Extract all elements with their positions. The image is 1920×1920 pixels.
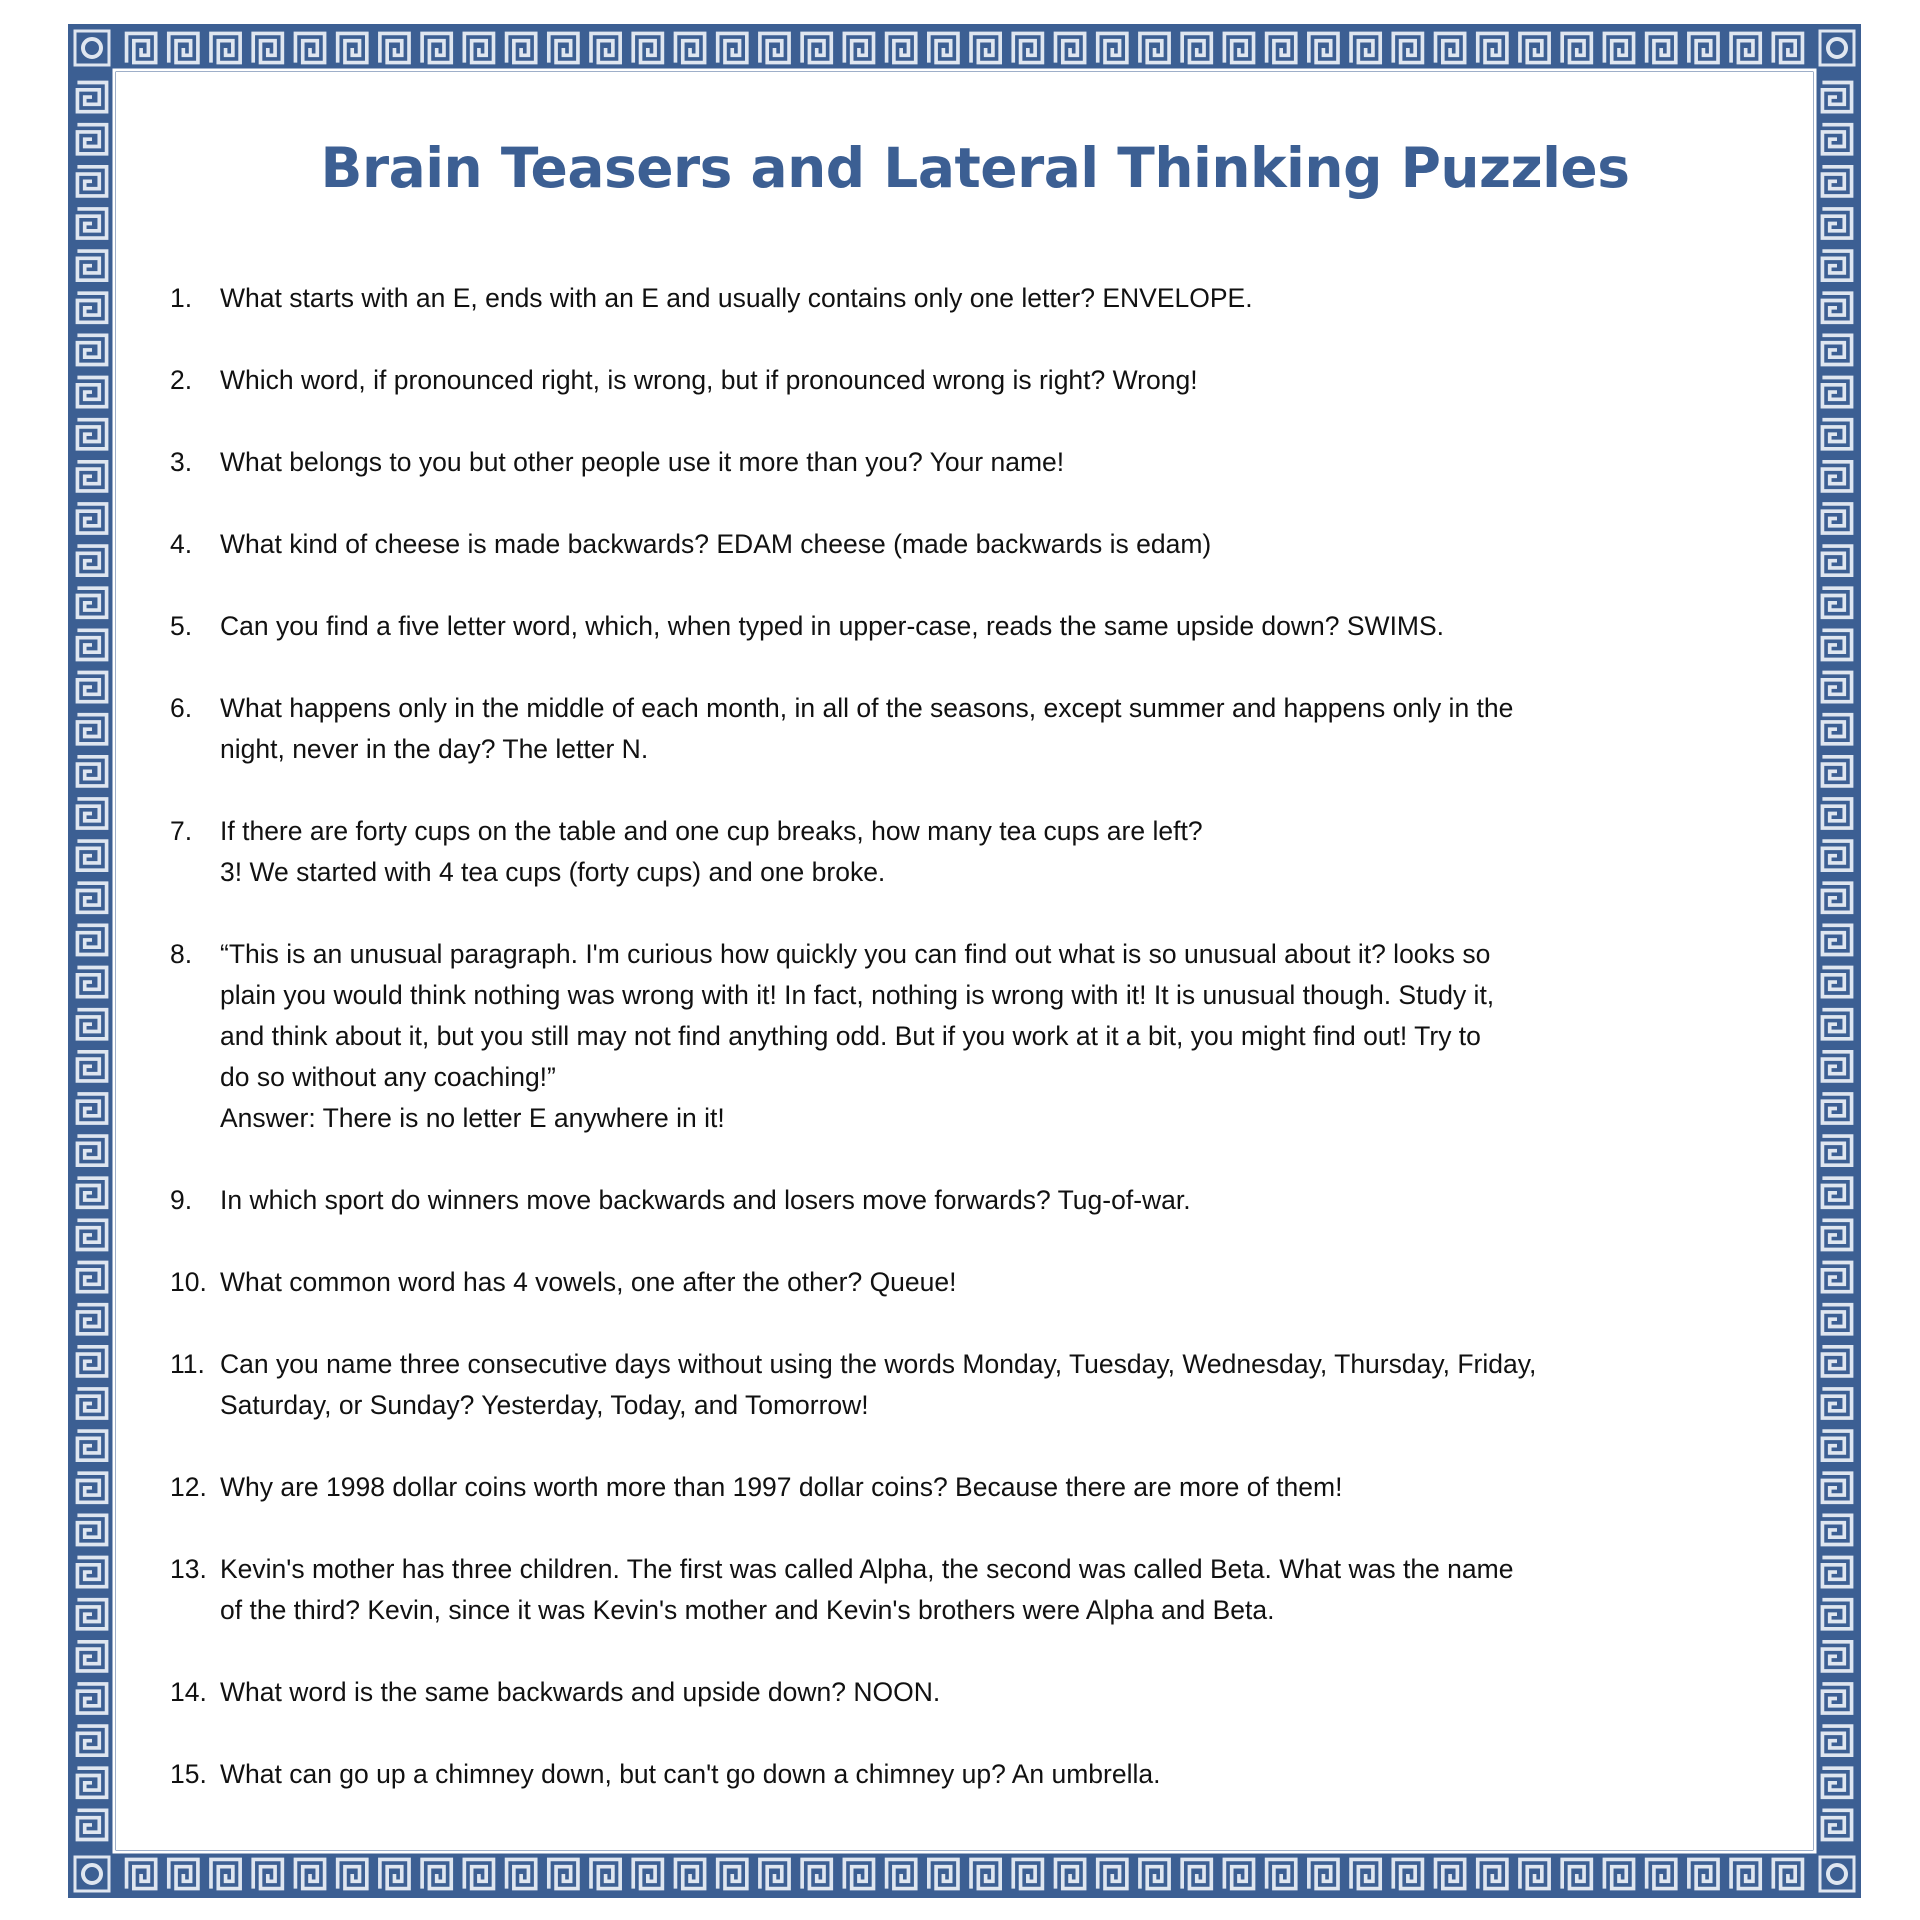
puzzle-text-line: night, never in the day? The letter N. — [220, 734, 649, 764]
puzzle-item — [170, 360, 1770, 401]
puzzle-number: 9. — [170, 1185, 193, 1215]
puzzle-text — [220, 1467, 1770, 1508]
puzzle-item — [170, 606, 1770, 647]
puzzle-text-line: Answer: There is no letter E anywhere in it! — [220, 1103, 725, 1133]
puzzle-item — [170, 278, 1770, 319]
puzzle-number: 2. — [170, 365, 193, 395]
puzzle-text — [220, 1549, 1770, 1631]
puzzle-number: 15. — [170, 1759, 207, 1789]
puzzle-number: 11. — [170, 1349, 205, 1379]
puzzle-text — [220, 360, 1770, 401]
puzzle-text-line: plain you would think nothing was wrong with it! In fact, nothing is wrong with it! It is unusual though. Study it, — [220, 980, 1495, 1010]
puzzle-number: 1. — [170, 283, 193, 313]
puzzle-text — [220, 811, 1770, 893]
puzzle-text-line: What kind of cheese is made backwards? EDAM cheese (made backwards is edam) — [220, 529, 1212, 559]
puzzle-number: 13. — [170, 1554, 207, 1584]
puzzle-text-line: If there are forty cups on the table and one cup breaks, how many tea cups are left? — [220, 816, 1203, 846]
puzzle-item — [170, 1262, 1770, 1303]
puzzle-item — [170, 524, 1770, 565]
puzzle-text-line: Can you name three consecutive days without using the words Monday, Tuesday, Wednesday, Thursday, Friday, — [220, 1349, 1537, 1379]
puzzle-text-line: In which sport do winners move backwards and losers move forwards? Tug-of-war. — [220, 1185, 1191, 1215]
puzzle-text — [220, 934, 1770, 1139]
puzzle-item — [170, 1754, 1770, 1795]
puzzle-item — [170, 1467, 1770, 1508]
puzzle-text — [220, 1180, 1770, 1221]
puzzle-number: 14. — [170, 1677, 207, 1707]
page-title: Brain Teasers and Lateral Thinking Puzzles — [320, 136, 1630, 200]
puzzle-text-line: of the third? Kevin, since it was Kevin's mother and Kevin's brothers were Alpha and Beta. — [220, 1595, 1275, 1625]
puzzle-text — [220, 1262, 1770, 1303]
puzzle-text-line: 3! We started with 4 tea cups (forty cups) and one broke. — [220, 857, 886, 887]
puzzle-item — [170, 1549, 1770, 1631]
puzzle-number: 10. — [170, 1267, 207, 1297]
puzzle-number: 6. — [170, 693, 193, 723]
puzzle-item — [170, 442, 1770, 483]
puzzle-text-line: “This is an unusual paragraph. I'm curious how quickly you can find out what is so unusual about it? looks so — [220, 939, 1491, 969]
puzzle-number: 8. — [170, 939, 193, 969]
puzzle-text — [220, 524, 1770, 565]
puzzle-number: 3. — [170, 447, 193, 477]
puzzle-text — [220, 1754, 1770, 1795]
puzzle-text-line: Why are 1998 dollar coins worth more than 1997 dollar coins? Because there are more of them! — [220, 1472, 1343, 1502]
puzzle-item — [170, 934, 1770, 1139]
puzzle-number: 4. — [170, 529, 193, 559]
puzzle-text — [220, 606, 1770, 647]
puzzle-text-line: Which word, if pronounced right, is wrong, but if pronounced wrong is right? Wrong! — [220, 365, 1198, 395]
puzzle-text-line: Saturday, or Sunday? Yesterday, Today, and Tomorrow! — [220, 1390, 869, 1420]
puzzle-text-line: Can you find a five letter word, which, when typed in upper-case, reads the same upside down? SWIMS. — [220, 611, 1445, 641]
puzzle-number: 7. — [170, 816, 193, 846]
puzzle-text — [220, 1344, 1770, 1426]
puzzle-text-line: What happens only in the middle of each month, in all of the seasons, except summer and happens only in the — [220, 693, 1514, 723]
puzzle-item — [170, 1344, 1770, 1426]
puzzle-item — [170, 688, 1770, 770]
puzzle-text-line: What word is the same backwards and upside down? NOON. — [220, 1677, 941, 1707]
puzzle-text — [220, 1672, 1770, 1713]
puzzle-text-line: and think about it, but you still may not find anything odd. But if you work at it a bit, you might find out! Try to — [220, 1021, 1481, 1051]
puzzle-text-line: What starts with an E, ends with an E and usually contains only one letter? ENVELOPE. — [220, 283, 1253, 313]
puzzle-text-line: do so without any coaching!” — [220, 1062, 556, 1092]
puzzle-text-line: What belongs to you but other people use it more than you? Your name! — [220, 447, 1065, 477]
puzzle-item — [170, 1180, 1770, 1221]
puzzle-text-line: What can go up a chimney down, but can't go down a chimney up? An umbrella. — [220, 1759, 1161, 1789]
puzzle-text-line: Kevin's mother has three children. The first was called Alpha, the second was called Beta. What was the name — [220, 1554, 1514, 1584]
puzzle-number: 5. — [170, 611, 193, 641]
puzzle-number: 12. — [170, 1472, 207, 1502]
puzzle-text — [220, 688, 1770, 770]
puzzle-list — [170, 278, 1770, 1836]
puzzle-text — [220, 278, 1770, 319]
worksheet-content — [170, 128, 1760, 1789]
puzzle-item — [170, 811, 1770, 893]
puzzle-text — [220, 442, 1770, 483]
puzzle-item — [170, 1672, 1770, 1713]
puzzle-text-line: What common word has 4 vowels, one after the other? Queue! — [220, 1267, 957, 1297]
